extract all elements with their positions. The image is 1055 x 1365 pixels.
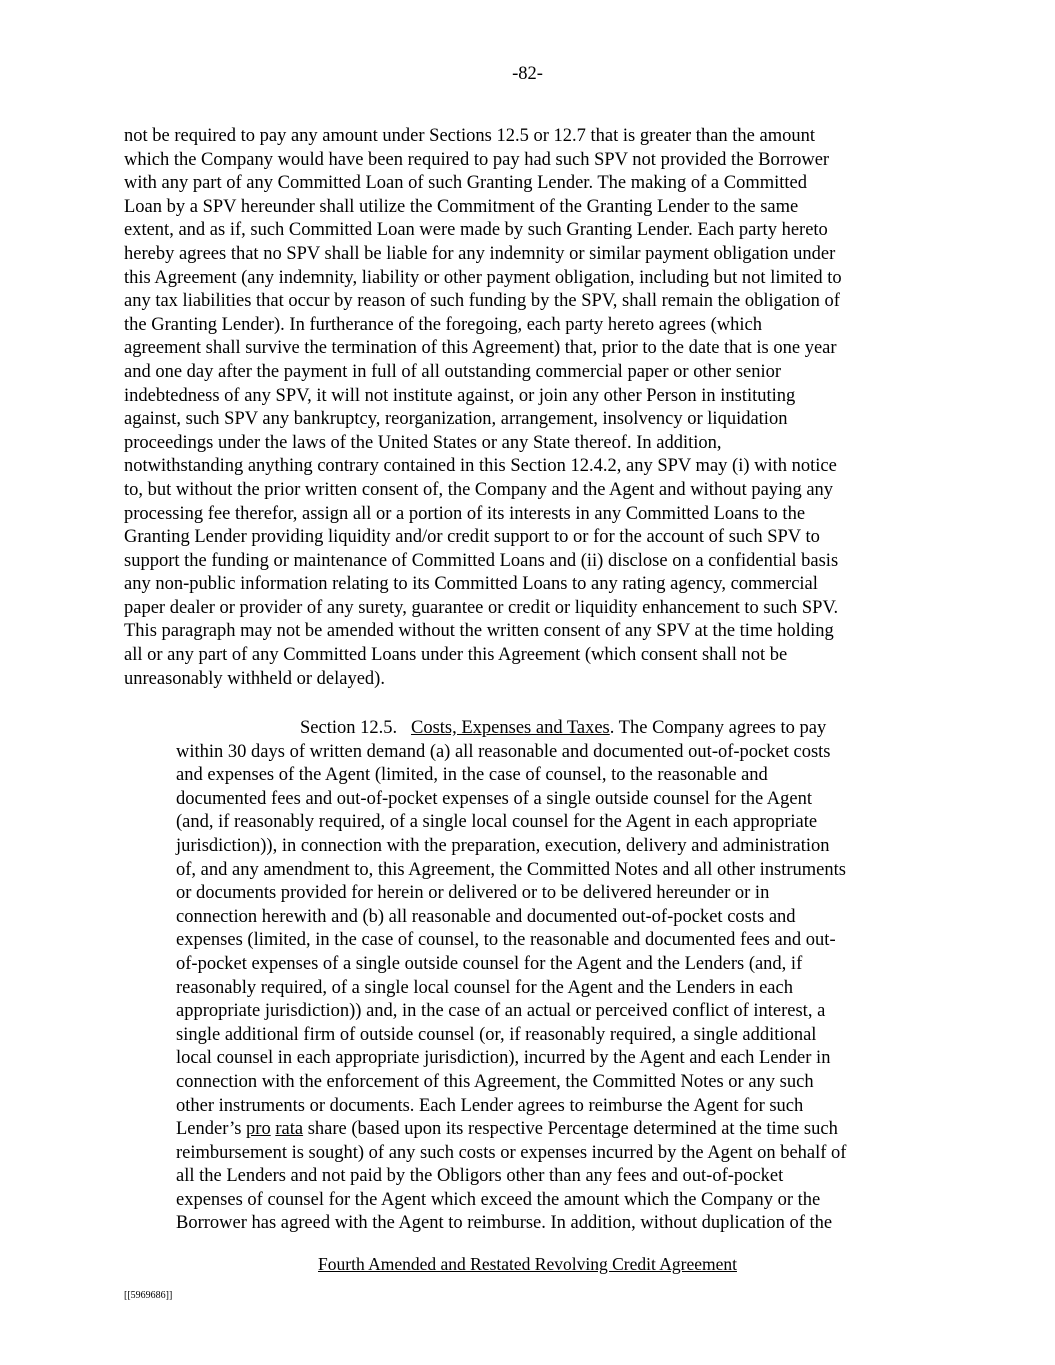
text-line: proceedings under the laws of the United States or any State thereof. In addition,: [124, 432, 722, 453]
section-first-line: [176, 717, 936, 741]
text-line: which the Company would have been required to pay had such SPV not provided the Borrower: [124, 149, 830, 170]
text-line: jurisdiction)), in connection with the preparation, execution, delivery and administration: [176, 835, 830, 856]
text-line: paper dealer or provider of any surety, guarantee or credit or liquidity enhancement to such SPV.: [124, 597, 839, 618]
text-line: local counsel in each appropriate jurisdiction), incurred by the Agent and each Lender in: [176, 1048, 831, 1069]
text-line: reasonably required, of a single local counsel for the Agent and the Lenders in each: [176, 977, 793, 998]
text-line: of, and any amendment to, this Agreement, the Committed Notes and all other instruments: [176, 859, 846, 880]
text-line: expenses of counsel for the Agent which exceed the amount which the Company or the: [176, 1189, 821, 1210]
text-line: support the funding or maintenance of Committed Loans and (ii) disclose on a confidential basis: [124, 550, 839, 571]
page-number: -82-: [512, 64, 543, 84]
text-line: within 30 days of written demand (a) all reasonable and documented out-of-pocket costs: [176, 741, 831, 762]
text-line: and expenses of the Agent (limited, in the case of counsel, to the reasonable and: [176, 765, 768, 786]
text-line: agreement shall survive the termination of this Agreement) that, prior to the date that is one year: [124, 338, 837, 359]
text-line: extent, and as if, such Committed Loan were made by such Granting Lender. Each party hereto: [124, 220, 828, 241]
text-line: all the Lenders and not paid by the Obligors other than any fees and out-of-pocket: [176, 1166, 784, 1187]
text-line: the Granting Lender). In furtherance of the foregoing, each party hereto agrees (which: [124, 314, 762, 335]
section-number: Section 12.5.: [300, 718, 398, 738]
document-id: [[5969686]]: [124, 1290, 173, 1301]
rata-word: rata: [275, 1119, 304, 1140]
text-line: (and, if reasonably required, of a single local counsel for the Agent in each appropriate: [176, 812, 818, 833]
section-12-5-paragraph: [176, 717, 936, 1236]
text-line: with any part of any Committed Loan of such Granting Lender. The making of a Committed: [124, 173, 807, 194]
text-line: Borrower has agreed with the Agent to reimburse. In addition, without duplication of the: [176, 1213, 833, 1234]
text-line: Loan by a SPV hereunder shall utilize the Commitment of the Granting Lender to the same: [124, 196, 799, 217]
text-line: unreasonably withheld or delayed).: [124, 668, 385, 689]
pro-rata-before: Lender’s: [176, 1119, 247, 1140]
text-line: hereby agrees that no SPV shall be liable for any indemnity or similar payment obligation under: [124, 243, 836, 264]
text-line: all or any part of any Committed Loans under this Agreement (which consent shall not be: [124, 645, 788, 666]
text-line: of-pocket expenses of a single outside counsel for the Agent and the Lenders (and, if: [176, 953, 803, 974]
text-line: notwithstanding anything contrary contained in this Section 12.4.2, any SPV may (i) with notice: [124, 456, 837, 477]
pro-rata-line: [176, 1118, 936, 1142]
text-line: or documents provided for herein or delivered or to be delivered hereunder or in: [176, 883, 770, 904]
text-line: Granting Lender providing liquidity and/or credit support to or for the account of such SPV to: [124, 527, 820, 548]
text-line: not be required to pay any amount under Sections 12.5 or 12.7 that is greater than the amount: [124, 126, 816, 146]
pro-rata-after: share (based upon its respective Percentage determined at the time such: [303, 1119, 838, 1140]
text-line: connection with the enforcement of this Agreement, the Committed Notes or any such: [176, 1071, 814, 1092]
text-line: appropriate jurisdiction)) and, in the case of an actual or perceived conflict of interest, a: [176, 1001, 826, 1022]
text-line: reimbursement is sought) of any such costs or expenses incurred by the Agent on behalf of: [176, 1142, 847, 1163]
section-heading: Costs, Expenses and Taxes: [411, 718, 610, 738]
text-line: single additional firm of outside counsel (or, if reasonably required, a single additional: [176, 1024, 817, 1045]
text-line: expenses (limited, in the case of counsel, to the reasonable and documented fees and out-: [176, 930, 836, 951]
pro-word: pro: [246, 1119, 271, 1140]
text-line: connection herewith and (b) all reasonable and documented out-of-pocket costs and: [176, 906, 796, 927]
text-line: any non-public information relating to its Committed Loans to any rating agency, commercial: [124, 574, 818, 595]
text-line: to, but without the prior written consent of, the Company and the Agent and without paying any: [124, 479, 834, 500]
section-first-line-rest: . The Company agrees to pay: [609, 718, 827, 738]
text-line: This paragraph may not be amended without the written consent of any SPV at the time holding: [124, 621, 834, 642]
text-line: processing fee therefor, assign all or a portion of its interests in any Committed Loans to the: [124, 503, 806, 524]
paragraph-spv-provisions: [124, 125, 936, 691]
text-line: documented fees and out-of-pocket expenses of a single outside counsel for the Agent: [176, 788, 813, 809]
text-line: and one day after the payment in full of all outstanding commercial paper or other senior: [124, 361, 782, 382]
text-line: other instruments or documents. Each Lender agrees to reimburse the Agent for such: [176, 1095, 804, 1116]
footer-agreement-title: Fourth Amended and Restated Revolving Credit Agreement: [318, 1254, 737, 1274]
text-line: indebtedness of any SPV, it will not institute against, or join any other Person in instituting: [124, 385, 796, 406]
text-line: this Agreement (any indemnity, liability or other payment obligation, including but not limited to: [124, 267, 842, 288]
text-line: any tax liabilities that occur by reason of such funding by the SPV, shall remain the obligation of: [124, 291, 840, 312]
text-line: against, such SPV any bankruptcy, reorganization, arrangement, insolvency or liquidation: [124, 409, 788, 430]
